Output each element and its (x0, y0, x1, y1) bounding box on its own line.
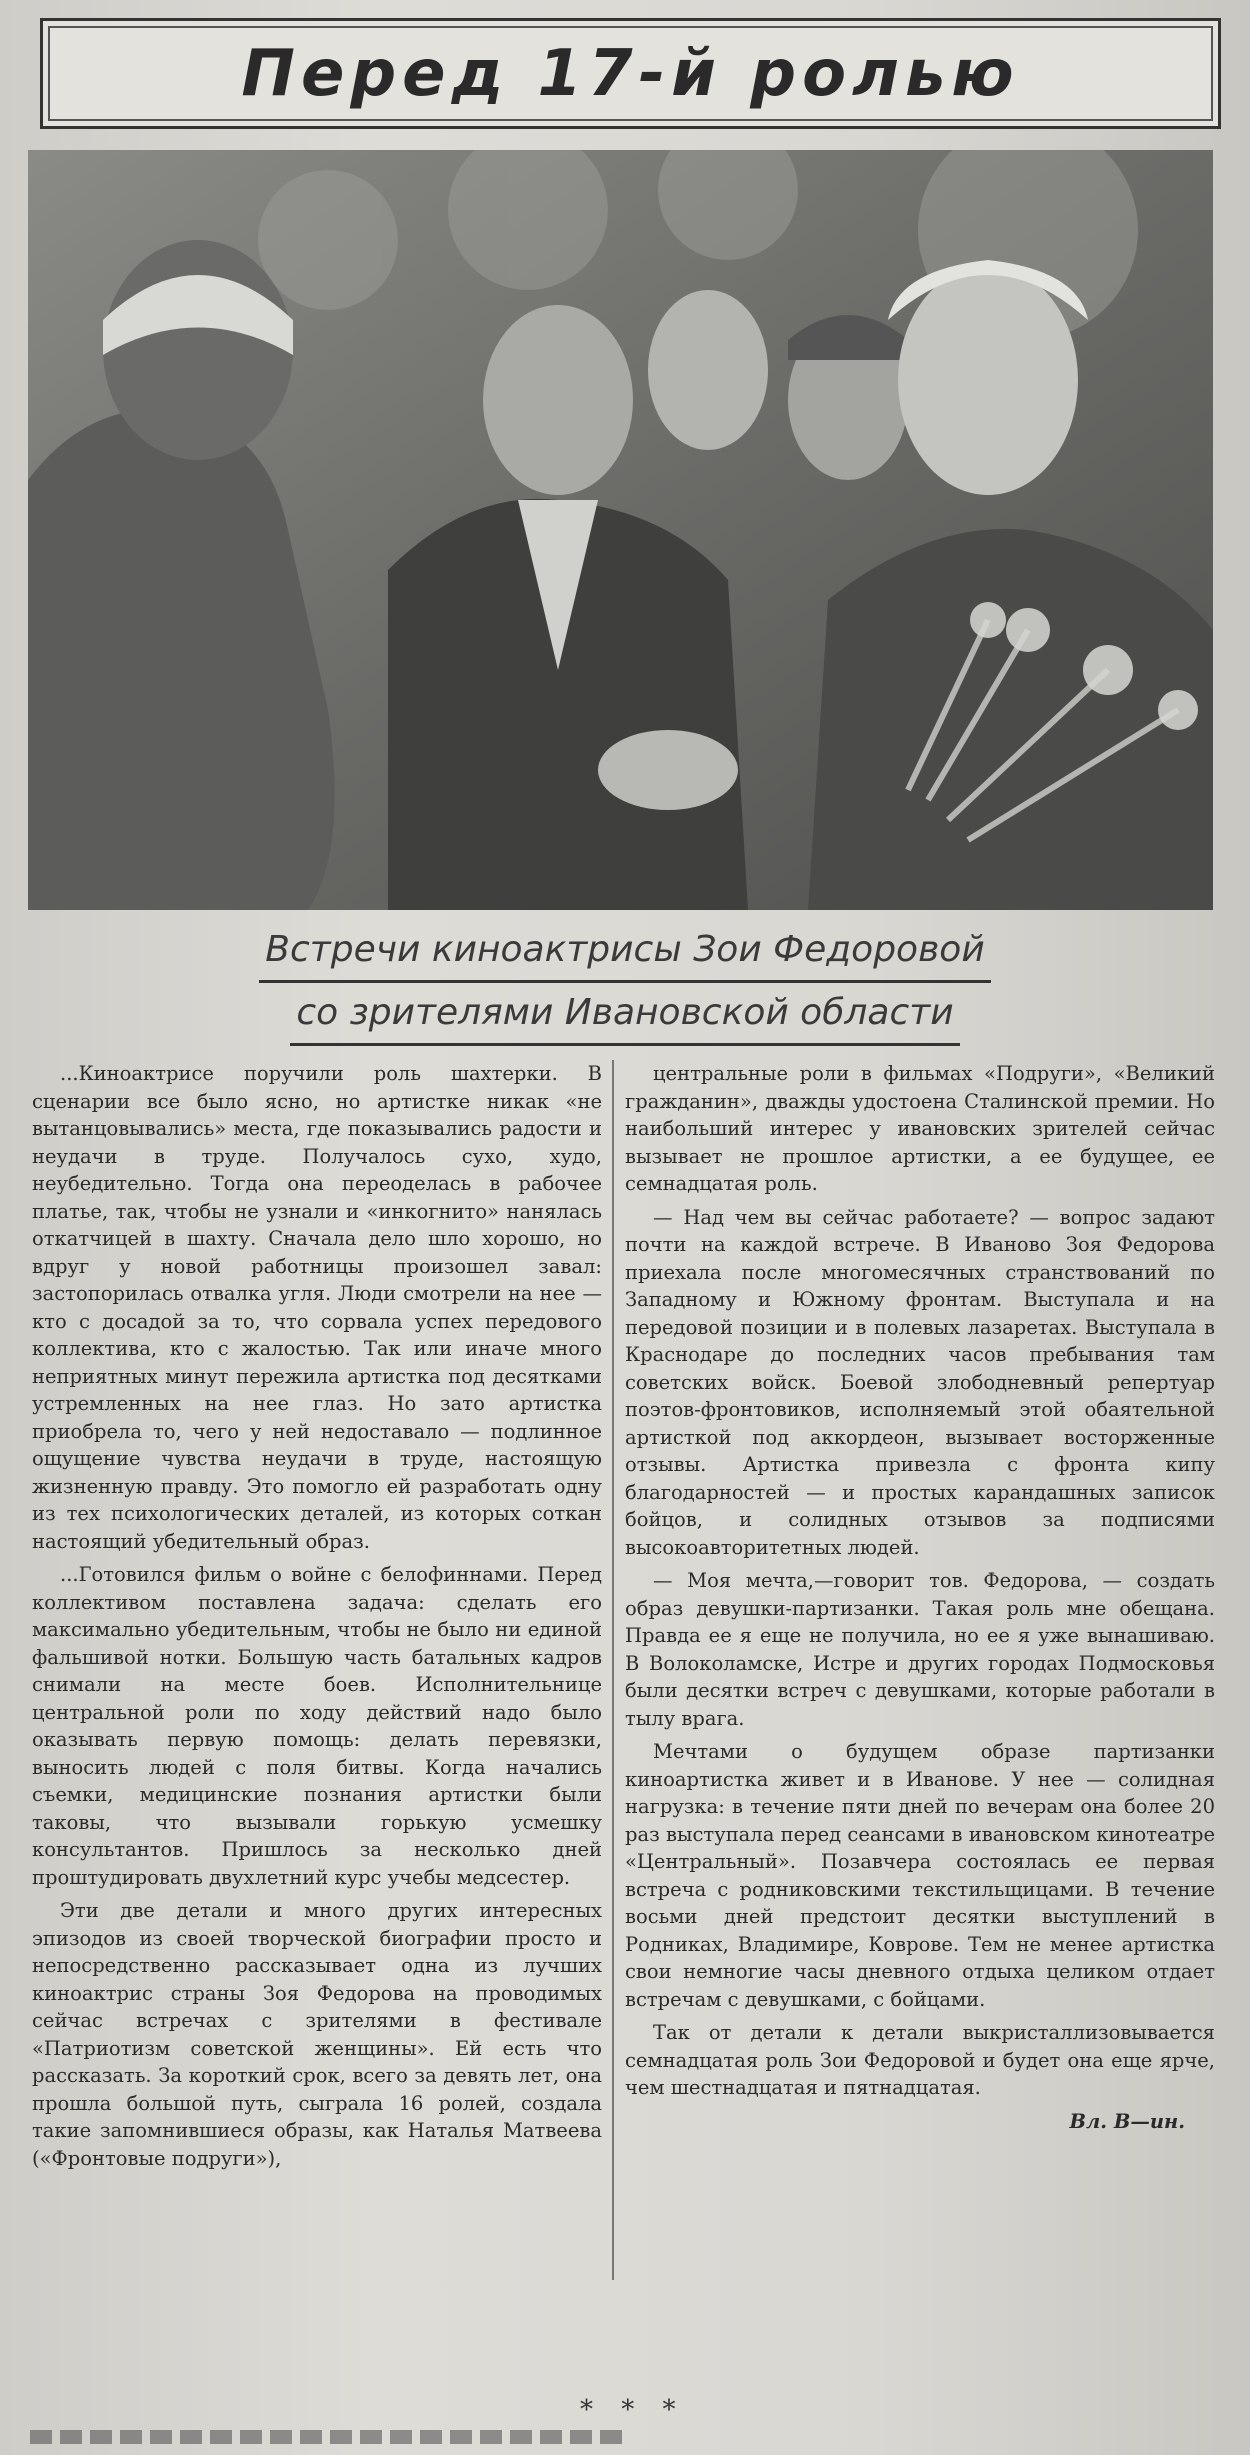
article-column-left (32, 1060, 602, 2178)
headline: Перед 17-й ролью (241, 36, 1020, 111)
paragraph: центральные роли в фильмах «Подруги», «Великий гражданин», дважды удостоена Сталинской премии. Но наибольший интерес у ивановских зрителей сейчас вызывает не прошлое артистки, а ее будущее, ее семнадцатая роль. (625, 1062, 1215, 1195)
paragraph: ...Киноактрисе поручили роль шахтерки. В сценарии все было ясно, но артистке никак «не вытанцовывались» места, где показывались радости и неудачи в труде. Получалось сухо, худо, неубедительно. Тогда она переоделась в рабочее платье, так, чтобы не узнали и «инкогнито» нанялась откатчицей в шахту. Сначала дело шло хорошо, но вдруг у новой работницы произошел завал: застопорилась отвалка угля. Люди смотрели на нее — кто с досадой за то, что сорвала успех передового коллектива, кто с жалостью. Так или иначе много неприятных минут пережила артистка под десятками устремленных на нее глаз. Но зато артистка приобрела то, чего у ней недоставало — подлинное ощущение чувства неудачи в труде, настоящую жизненную правду. Это помогло ей разработать одну из тех психологических деталей, из которых соткан настоящий убедительный образ. (32, 1062, 602, 1553)
photo-image (28, 150, 1213, 910)
author-signature: Вл. В—ин. (1069, 2109, 1185, 2133)
article-photo (28, 150, 1213, 910)
headline-box (40, 18, 1221, 129)
photo-caption (150, 920, 1100, 1046)
section-separator: * * * (580, 2395, 686, 2425)
paragraph: ...Готовился фильм о войне с белофиннами. Перед коллективом поставлена задача: сделать его максимально убедительным, чтобы не было ни единой фальшивой нотки. Большую часть батальных кадров снимали на месте боев. Исполнительнице центральной роли по ходу действий надо было оказывать первую помощь: делать перевязки, выносить людей с поля битвы. Когда начались съемки, медицинские познания артистки были таковы, что вызывали горькую усмешку консультантов. Пришлось за несколько дней проштудировать двухлетний курс учебы медсестер. (32, 1563, 602, 1889)
cut-off-next-article (30, 2430, 630, 2444)
column-divider (612, 1060, 614, 2280)
caption-line-1: Встречи киноактрисы Зои Федоровой (259, 920, 990, 983)
paragraph: Мечтами о будущем образе партизанки киноартистка живет и в Иванове. У нее — солидная нагрузка: в течение пяти дней по вечерам она более 20 раз выступала перед сеансами в ивановском кинотеатре «Центральный». Позавчера состоялась ее первая встреча с родниковскими текстильщицами. В течение восьми дней предстоит десятки выступлений в Родниках, Владимире, Коврове. Тем не менее артистка свои немногие часы дневного отдыха целиком отдает встречам с девушками, с бойцами. (625, 1740, 1215, 2011)
article-column-right (625, 1060, 1215, 2135)
caption-line-2: со зрителями Ивановской области (290, 983, 959, 1046)
paragraph: — Моя мечта,—говорит тов. Федорова, — создать образ девушки-партизанки. Такая роль мне обещана. Правда ее я еще не получила, но ее я уже вынашиваю. В Волоколамске, Истре и других городах Подмосковья были десятки встреч с девушками, которые работали в тылу врага. (625, 1569, 1215, 1730)
paragraph: Так от детали к детали выкристаллизовывается семнадцатая роль Зои Федоровой и будет она еще ярче, чем шестнадцатая и пятнадцатая. (625, 2021, 1215, 2099)
paragraph: — Над чем вы сейчас работаете? — вопрос задают почти на каждой встрече. В Иваново Зоя Федорова приехала после многомесячных странствований по Западному и Южному фронтам. Выступала и на передовой позиции и в полевых лазаретах. Выступала в Краснодаре до последних часов пребывания там советских войск. Боевой злободневный репертуар поэтов-фронтовиков, исполняемый этой обаятельной артисткой под аккордеон, вызывает восторженные отзывы. Артистка привезла с фронта кипу благодарностей — и простых карандашных записок бойцов, и солидных отзывов за подписями высокоавторитетных людей. (625, 1205, 1215, 1559)
paragraph: Эти две детали и много других интересных эпизодов из своей творческой биографии просто и непосредственно рассказывает одна из лучших киноактрис страны Зоя Федорова на проводимых сейчас встречах с зрителями в фестивале «Патриотизм советской женщины». Ей есть что рассказать. За короткий срок, всего за девять лет, она прошла большой путь, сыграла 16 ролей, создала такие запомнившиеся образы, как Наталья Матвеева («Фронтовые подруги»), (32, 1899, 602, 2170)
